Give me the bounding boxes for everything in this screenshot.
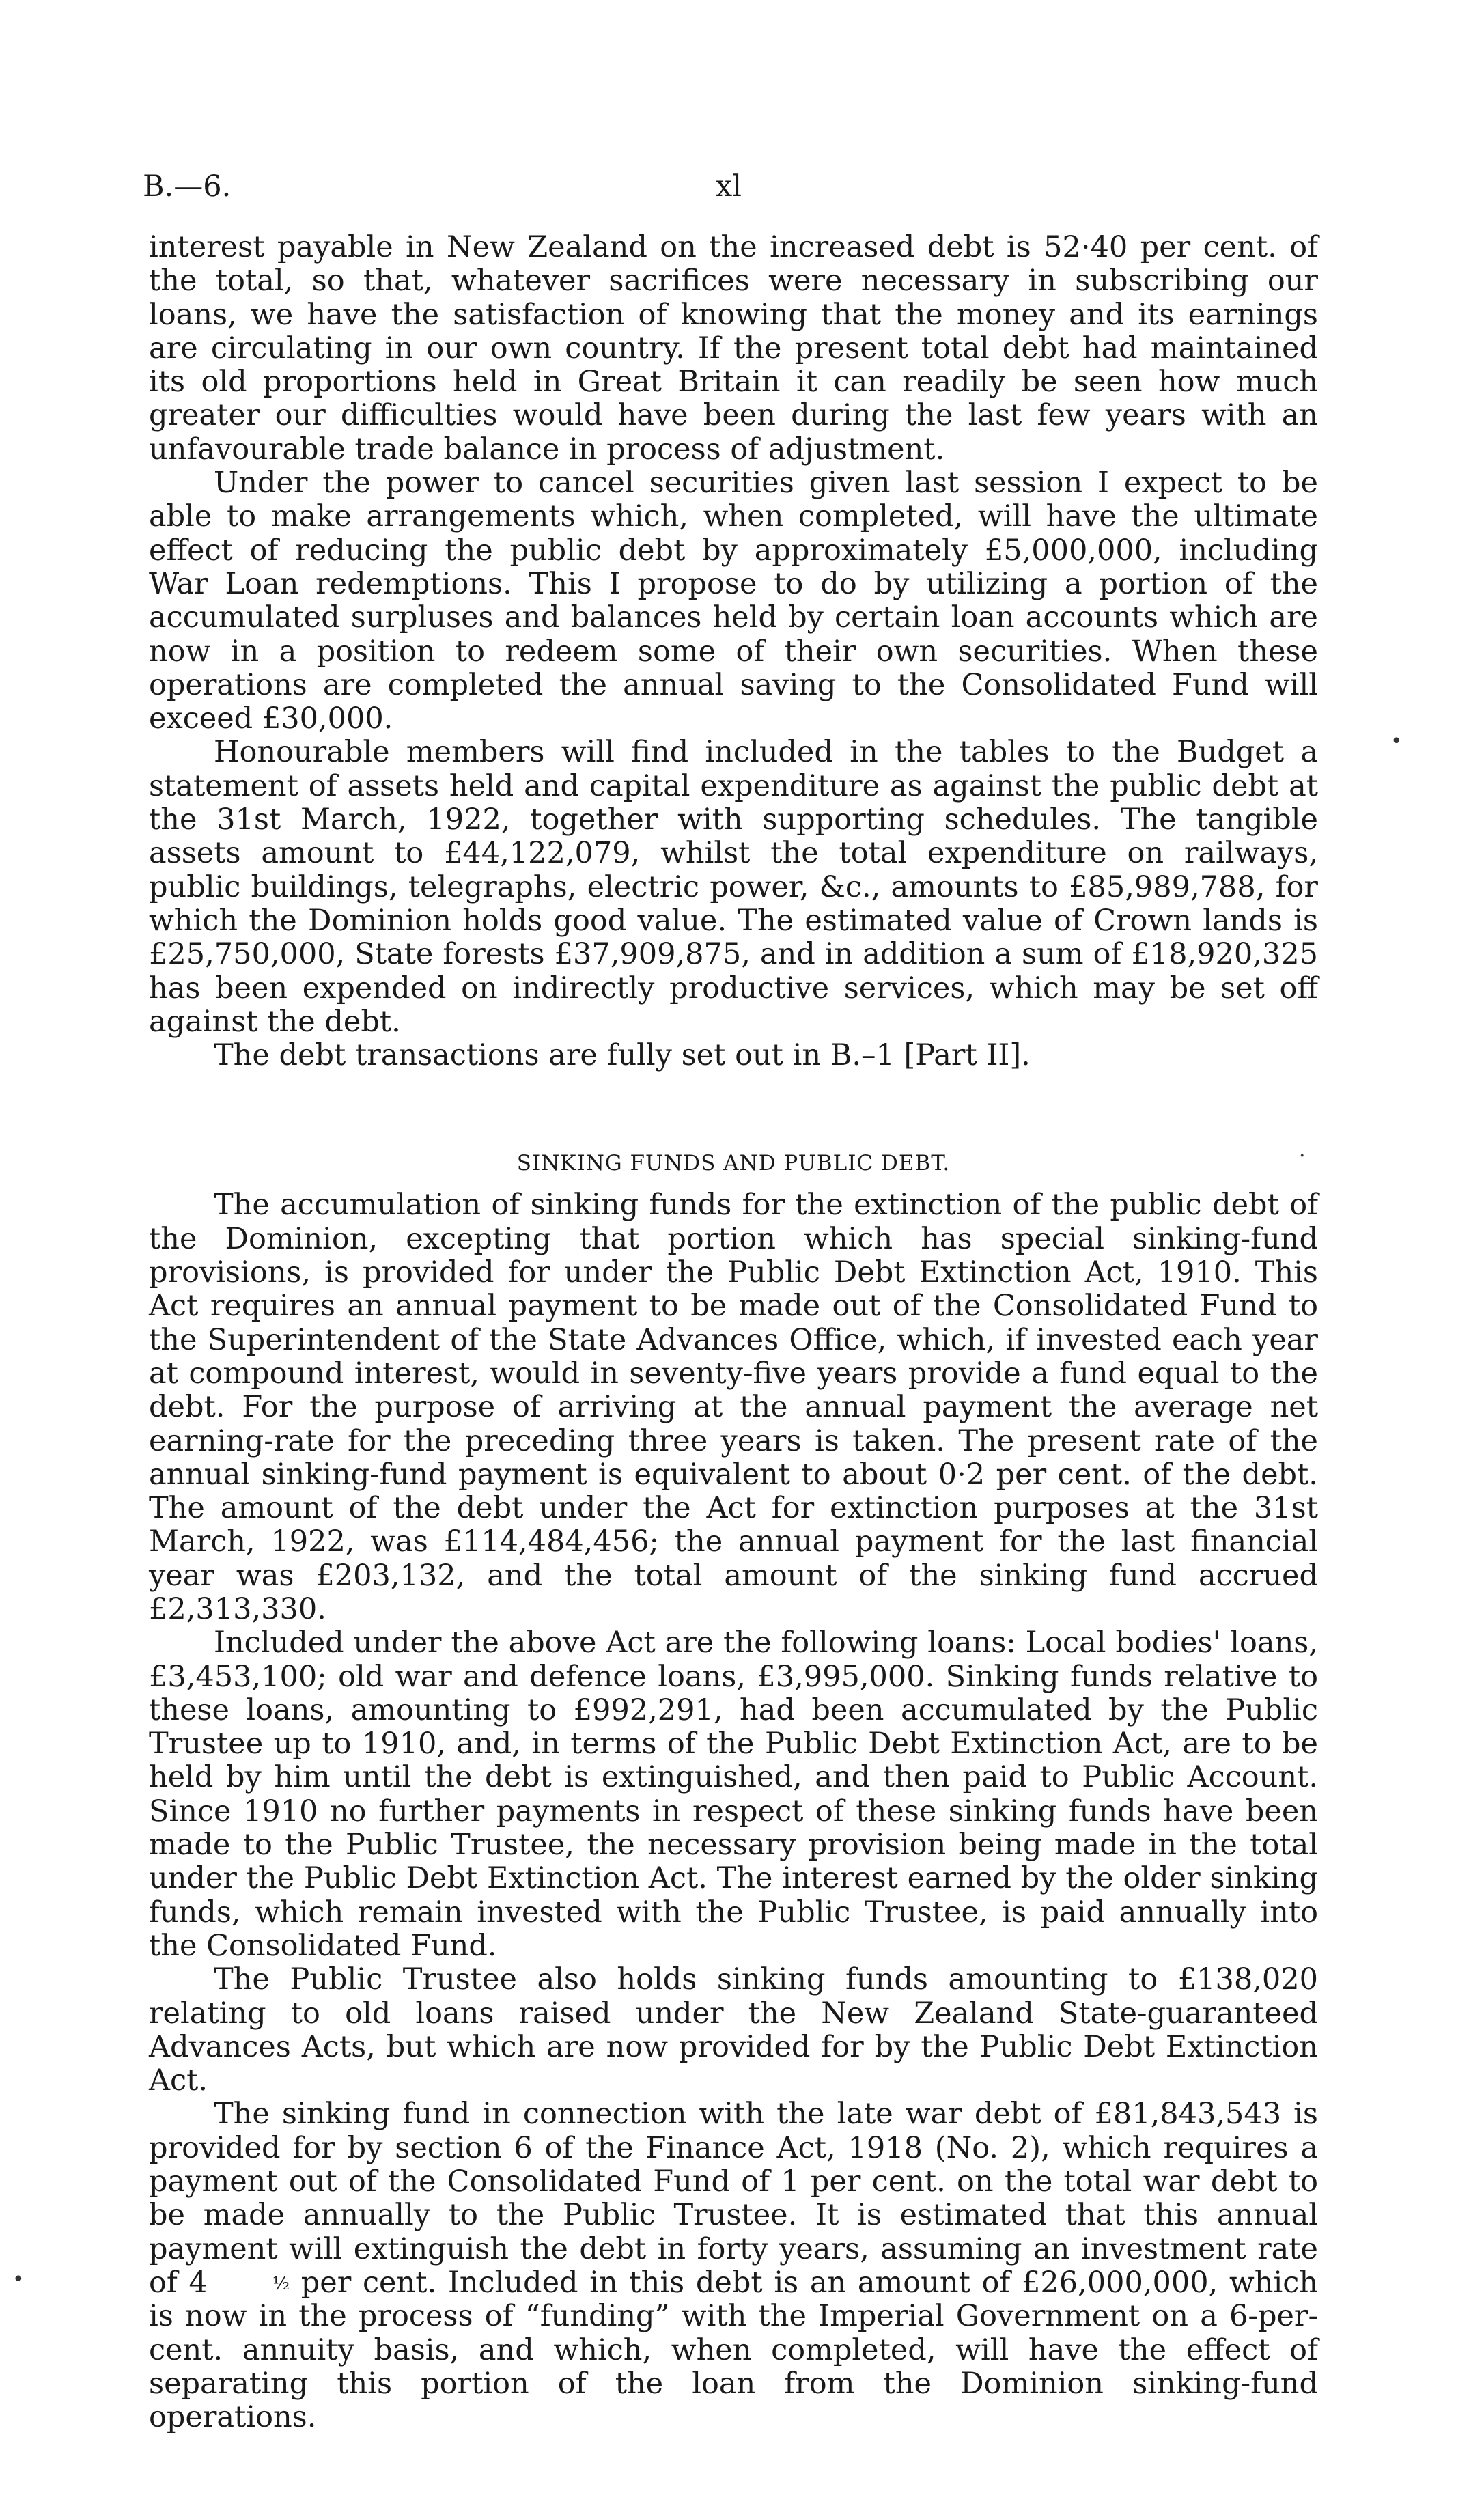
margin-speck: • — [12, 2268, 25, 2292]
paragraph-assets-statement: Honourable members will find included in the tables to the Budget a statement of assets held and capital expenditure as against the public debt at the 31st March, 1922, together with supporting schedules. The tangible assets amount to £44,122,079, whilst the total expenditure on railways, public buildings, telegraphs, electric power, &c., amounts to £85,989,788, for which the Dominion holds good value. The estimated value of Crown lands is £25,750,000, State forests £37,909,875, and in addition a sum of £18,920,325 has been expended on indirectly productive services, which may be set off against the debt. — [149, 735, 1318, 1039]
page-number: xl — [716, 169, 742, 204]
section-heading: SINKING FUNDS AND PUBLIC DEBT. — [516, 1151, 951, 1176]
paragraph-debt-transactions: The debt transactions are fully set out in B.–1 [Part II]. — [214, 1038, 1031, 1073]
document-body — [149, 231, 1318, 2434]
paragraph-continued: interest payable in New Zealand on the increased debt is 52·40 per cent. of the total, so that, whatever sacrifices were necessary in subscribing our loans, we have the satisfaction of knowing that the money and its earnings are circulating in our own country. If the present total debt had maintained its old proportions held in Great Britain it can readily be seen how much greater our difficulties would have been during the last few years with an unfavourable trade balance in process of adjustment. — [149, 230, 1318, 466]
page-reference: B.—6. — [143, 169, 232, 204]
paragraph-included-loans: Included under the above Act are the following loans: Local bodies' loans, £3,453,100; old war and defence loans, £3,995,000. Sinking funds relative to these loans, amounting to £992,291, had been accumulated by the Public Trustee up to 1910, and, in terms of the Public Debt Extinction Act, are to be held by him until the debt is extinguished, and then paid to Public Account. Since 1910 no further payments in respect of these sinking funds have been made to the Public Trustee, the necessary provision being made in the total under the Public Debt Extinction Act. The interest earned by the older sinking funds, which remain invested with the Public Trustee, is paid annually into the Consolidated Fund. — [149, 1626, 1318, 1963]
war-debt-text-end: per cent. Included in this debt is an amount of £26,000,000, which is now in the process of “funding” with the Imperial Government on a 6-per-cent. annuity basis, and which, when completed, will have the effect of separating this portion of the loan from the Dominion sinking-fund operations. — [149, 2265, 1318, 2435]
paragraph-war-debt-sinking-fund — [149, 2098, 1318, 2434]
paragraph-cancel-securities: Under the power to cancel securities given last session I expect to be able to make arrangements which, when completed, will have the ultimate effect of reducing the public debt by approximately £5,000,000, including War Loan redemptions. This I propose to do by utilizing a portion of the accumulated surpluses and balances held by certain loan accounts which are now in a position to redeem some of their own securities. When these operations are completed the annual saving to the Consolidated Fund will exceed £30,000. — [149, 466, 1318, 736]
paragraph-sinking-fund-accumulation: The accumulation of sinking funds for the extinction of the public debt of the Dominion, excepting that portion which has special sinking-fund provisions, is provided for under the Public Debt Extinction Act, 1910. This Act requires an annual payment to be made out of the Consolidated Fund to the Superintendent of the State Advances Office, which, if invested each year at compound interest, would in seventy-five years provide a fund equal to the debt. For the purpose of arriving at the annual payment the average net earning-rate for the preceding three years is taken. The present rate of the annual sinking-fund payment is equivalent to about 0·2 per cent. of the debt. The amount of the debt under the Act for extinction purposes at the 31st March, 1922, was £114,484,456; the annual payment for the last financial year was £203,132, and the total amount of the sinking fund accrued £2,313,330. — [149, 1188, 1318, 1626]
margin-speck: • — [1390, 729, 1403, 753]
war-debt-text-start: The sinking fund in connection with the late war debt of £81,843,543 is provided for by section 6 of the Finance Act, 1918 (No. 2), which requires a payment out of the Consolidated Fund of 1 per cent. on the total war debt to be made annually to the Public Trustee. It is estimated that this annual payment will extinguish the debt in forty years, assuming an investment rate of 4 — [149, 2097, 1318, 2300]
fraction-half: ½ — [272, 2273, 290, 2294]
margin-speck: · — [1299, 1144, 1306, 1168]
paragraph-public-trustee-funds: The Public Trustee also holds sinking funds amounting to £138,020 relating to old loans raised under the New Zealand State-guaranteed Advances Acts, but which are now provided for by the Public Debt Extinction Act. — [149, 1962, 1318, 2098]
